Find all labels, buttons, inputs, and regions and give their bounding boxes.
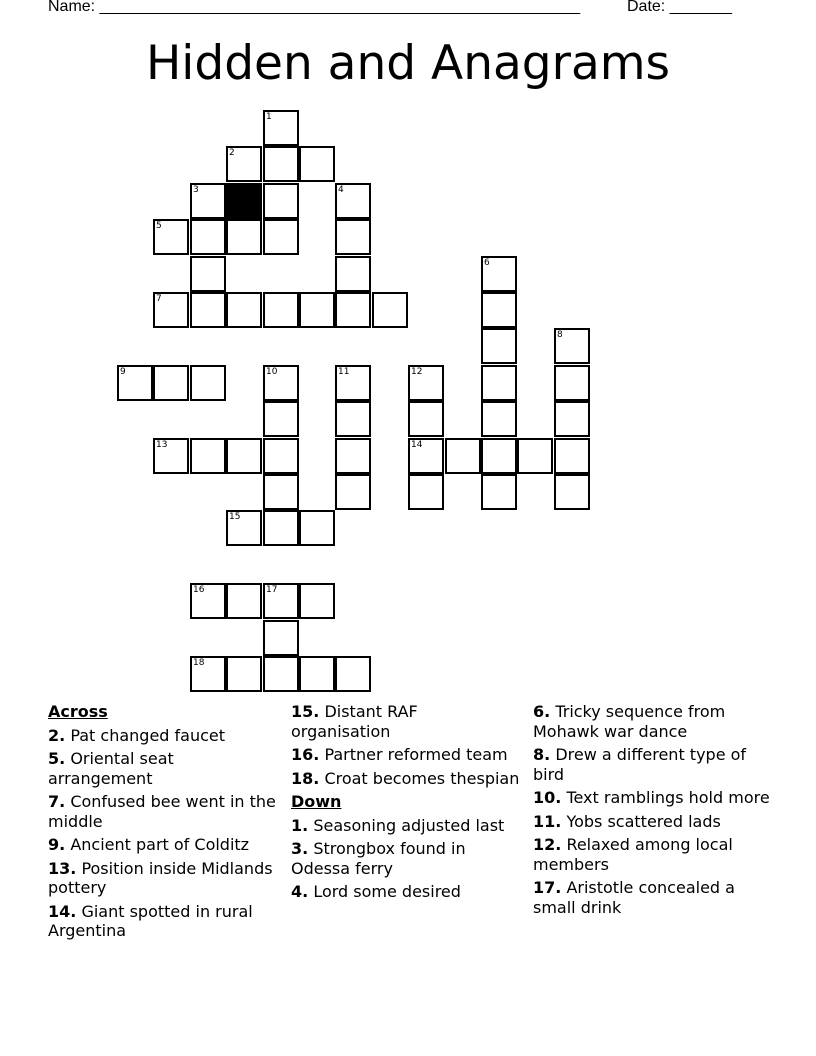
grid-cell[interactable] bbox=[263, 292, 299, 328]
clue bbox=[533, 702, 773, 741]
cell-number: 14 bbox=[411, 440, 423, 450]
grid-cell[interactable] bbox=[335, 292, 371, 328]
grid-cell[interactable] bbox=[226, 292, 262, 328]
clue-number: 5. bbox=[48, 749, 66, 768]
clue bbox=[533, 812, 773, 832]
clue-text: Confused bee went in the middle bbox=[48, 792, 276, 831]
page-title: Hidden and Anagrams bbox=[145, 36, 671, 91]
cell-number: 17 bbox=[266, 585, 278, 595]
clue bbox=[533, 835, 773, 874]
clue-text: Lord some desired bbox=[313, 882, 461, 901]
clue-text: Pat changed faucet bbox=[70, 725, 226, 745]
grid-cell[interactable] bbox=[263, 110, 299, 146]
grid-cell[interactable] bbox=[190, 219, 226, 255]
grid-cell[interactable] bbox=[554, 401, 590, 437]
clue-number: 4. bbox=[291, 882, 309, 901]
clue-number: 8. bbox=[533, 745, 551, 764]
clue-text: Text ramblings hold more bbox=[566, 788, 770, 807]
clue bbox=[48, 792, 278, 831]
grid-cell[interactable] bbox=[335, 365, 371, 401]
grid-cell[interactable] bbox=[408, 438, 444, 474]
grid-cell[interactable] bbox=[226, 146, 262, 182]
clue-text: Yobs scattered lads bbox=[566, 811, 721, 831]
grid-cell[interactable] bbox=[299, 510, 335, 546]
down-clue-list-continued bbox=[533, 702, 773, 917]
grid-cell[interactable] bbox=[226, 583, 262, 619]
clue-text: Strongbox found in Odessa ferry bbox=[291, 839, 466, 878]
grid-cell[interactable] bbox=[408, 474, 444, 510]
grid-cell[interactable] bbox=[263, 583, 299, 619]
clue bbox=[48, 726, 278, 746]
grid-cell[interactable] bbox=[299, 656, 335, 692]
down-heading: Down bbox=[291, 792, 342, 811]
grid-cell[interactable] bbox=[190, 365, 226, 401]
black-cell bbox=[226, 183, 262, 219]
clue-number: 10. bbox=[533, 788, 562, 807]
grid-cell[interactable] bbox=[190, 256, 226, 292]
cell-number: 5 bbox=[156, 221, 162, 231]
grid-cell[interactable] bbox=[554, 328, 590, 364]
grid-cell[interactable] bbox=[481, 438, 517, 474]
across-heading: Across bbox=[48, 702, 108, 721]
grid-cell[interactable] bbox=[226, 438, 262, 474]
clue-number: 11. bbox=[533, 811, 562, 831]
grid-cell[interactable] bbox=[117, 365, 153, 401]
grid-cell[interactable] bbox=[481, 365, 517, 401]
across-clue-list bbox=[48, 726, 278, 941]
cell-number: 13 bbox=[156, 440, 168, 450]
clue bbox=[48, 749, 278, 788]
grid-cell[interactable] bbox=[408, 365, 444, 401]
clue bbox=[533, 745, 773, 784]
clue-number: 9. bbox=[48, 835, 66, 854]
clue-text: Tricky sequence from Mohawk war dance bbox=[533, 702, 726, 741]
grid-cell[interactable] bbox=[299, 292, 335, 328]
clue-text: Ancient part of Colditz bbox=[70, 835, 250, 854]
clues-column-3 bbox=[533, 702, 773, 921]
grid-cell[interactable] bbox=[190, 292, 226, 328]
clue bbox=[533, 878, 773, 917]
grid-cell[interactable] bbox=[263, 183, 299, 219]
grid-cell[interactable] bbox=[554, 438, 590, 474]
cell-number: 16 bbox=[193, 585, 205, 595]
cell-number: 3 bbox=[193, 185, 199, 195]
clues-column-1 bbox=[48, 702, 278, 945]
grid-cell[interactable] bbox=[263, 146, 299, 182]
clue bbox=[291, 745, 521, 765]
grid-cell[interactable] bbox=[263, 620, 299, 656]
grid-cell[interactable] bbox=[263, 401, 299, 437]
clue-number: 6. bbox=[533, 702, 551, 721]
grid-cell[interactable] bbox=[299, 583, 335, 619]
grid-cell[interactable] bbox=[226, 219, 262, 255]
cell-number: 11 bbox=[338, 367, 350, 377]
cell-number: 2 bbox=[229, 148, 235, 158]
grid-cell[interactable] bbox=[481, 256, 517, 292]
grid-cell[interactable] bbox=[335, 656, 371, 692]
clue-text: Drew a different type of bird bbox=[533, 745, 747, 784]
grid-cell[interactable] bbox=[408, 401, 444, 437]
grid-cell[interactable] bbox=[263, 510, 299, 546]
clue-number: 13. bbox=[48, 858, 77, 878]
clue-number: 1. bbox=[291, 815, 309, 835]
grid-cell[interactable] bbox=[335, 219, 371, 255]
grid-cell[interactable] bbox=[481, 474, 517, 510]
grid-cell[interactable] bbox=[190, 583, 226, 619]
clue bbox=[291, 816, 521, 836]
clue bbox=[48, 902, 278, 941]
cell-number: 15 bbox=[229, 512, 241, 522]
clue-number: 18. bbox=[291, 768, 320, 788]
grid-cell[interactable] bbox=[153, 365, 189, 401]
name-field-label: Name: ______________________________________________________ bbox=[48, 0, 581, 15]
clue-text: Distant RAF organisation bbox=[291, 702, 418, 741]
clue-number: 3. bbox=[291, 839, 309, 858]
grid-cell[interactable] bbox=[554, 365, 590, 401]
grid-cell[interactable] bbox=[190, 438, 226, 474]
clue-text: Aristotle concealed a small drink bbox=[533, 878, 735, 917]
clue bbox=[291, 839, 521, 878]
clue bbox=[533, 788, 773, 808]
grid-cell[interactable] bbox=[263, 474, 299, 510]
clue bbox=[291, 702, 521, 741]
clue bbox=[48, 859, 278, 898]
grid-cell[interactable] bbox=[153, 219, 189, 255]
grid-cell[interactable] bbox=[190, 656, 226, 692]
cell-number: 9 bbox=[120, 367, 126, 377]
clue-number: 16. bbox=[291, 745, 320, 764]
clue-text: Croat becomes thespian bbox=[324, 768, 520, 788]
date-field-label: Date: _______ bbox=[627, 0, 732, 15]
grid-cell[interactable] bbox=[226, 510, 262, 546]
grid-cell[interactable] bbox=[263, 365, 299, 401]
clue-number: 7. bbox=[48, 792, 66, 811]
clue-number: 15. bbox=[291, 702, 320, 721]
grid-cell[interactable] bbox=[190, 183, 226, 219]
clues-column-2 bbox=[291, 702, 521, 906]
cell-number: 7 bbox=[156, 294, 162, 304]
grid-cell[interactable] bbox=[299, 146, 335, 182]
grid-cell[interactable] bbox=[153, 292, 189, 328]
grid-cell[interactable] bbox=[335, 438, 371, 474]
clue bbox=[291, 882, 521, 902]
grid-cell[interactable] bbox=[554, 474, 590, 510]
clue-text: Position inside Midlands pottery bbox=[48, 858, 273, 897]
cell-number: 10 bbox=[266, 367, 278, 377]
grid-cell[interactable] bbox=[226, 656, 262, 692]
grid-cell[interactable] bbox=[263, 656, 299, 692]
grid-cell[interactable] bbox=[445, 438, 481, 474]
clue bbox=[291, 769, 521, 789]
grid-cell[interactable] bbox=[481, 292, 517, 328]
cell-number: 8 bbox=[557, 330, 563, 340]
grid-cell[interactable] bbox=[335, 183, 371, 219]
grid-cell[interactable] bbox=[517, 438, 553, 474]
clue-number: 14. bbox=[48, 901, 77, 921]
clue-text: Giant spotted in rural Argentina bbox=[48, 901, 253, 940]
clue-text: Seasoning adjusted last bbox=[313, 815, 505, 835]
grid-cell[interactable] bbox=[372, 292, 408, 328]
cell-number: 18 bbox=[193, 658, 205, 668]
cell-number: 12 bbox=[411, 367, 423, 377]
clue bbox=[48, 835, 278, 855]
clue-number: 17. bbox=[533, 878, 562, 897]
cell-number: 6 bbox=[484, 258, 490, 268]
grid-cell[interactable] bbox=[335, 474, 371, 510]
across-clue-list-continued bbox=[291, 702, 521, 788]
cell-number: 1 bbox=[266, 112, 272, 122]
grid-cell[interactable] bbox=[335, 401, 371, 437]
cell-number: 4 bbox=[338, 185, 344, 195]
clue-number: 12. bbox=[533, 835, 562, 854]
grid-cell[interactable] bbox=[335, 256, 371, 292]
down-clue-list bbox=[291, 816, 521, 902]
clue-text: Partner reformed team bbox=[324, 745, 508, 764]
grid-cell[interactable] bbox=[153, 438, 189, 474]
grid-cell[interactable] bbox=[263, 438, 299, 474]
grid-cell[interactable] bbox=[263, 219, 299, 255]
clue-text: Relaxed among local members bbox=[533, 835, 733, 874]
grid-cell[interactable] bbox=[481, 328, 517, 364]
clue-text: Oriental seat arrangement bbox=[48, 749, 174, 788]
clue-number: 2. bbox=[48, 725, 66, 745]
grid-cell[interactable] bbox=[481, 401, 517, 437]
